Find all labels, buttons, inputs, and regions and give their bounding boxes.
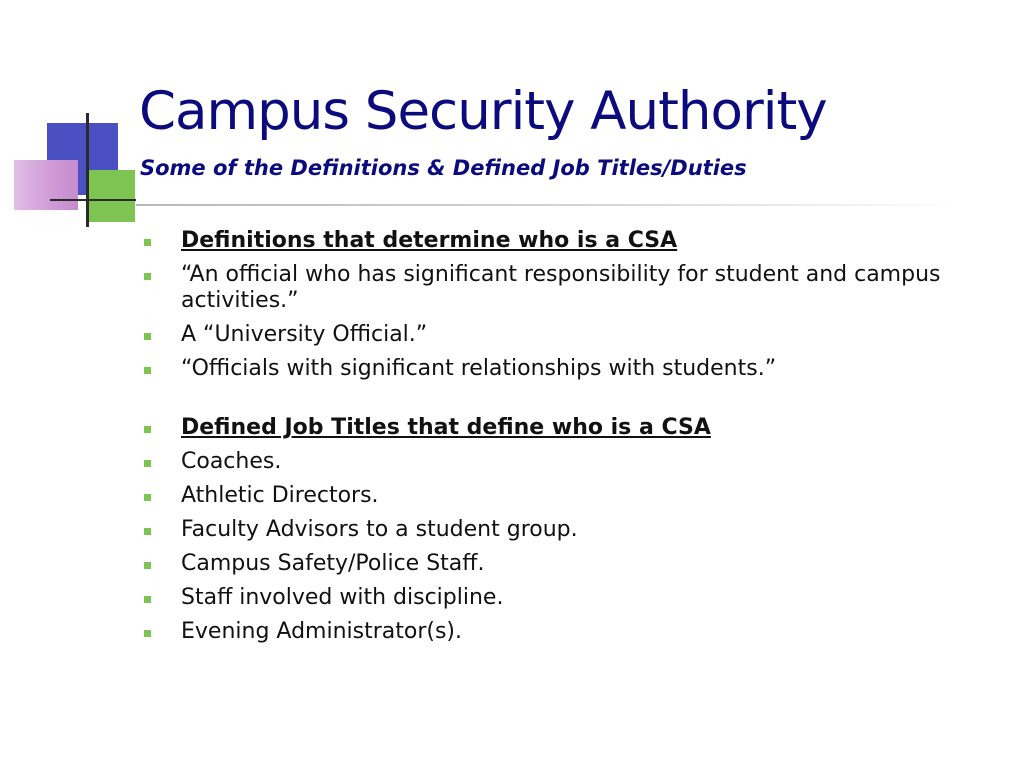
- slide-subtitle: Some of the Definitions & Defined Job Titles/Duties: [140, 156, 747, 180]
- bullet-marker-icon: [144, 562, 151, 569]
- list-item: [142, 517, 962, 543]
- bullet-marker-icon: [144, 596, 151, 603]
- list-item: [142, 322, 962, 348]
- list-item-text: Athletic Directors.: [181, 483, 379, 508]
- section-heading-text: Defined Job Titles that define who is a CSA: [181, 415, 711, 440]
- title-separator-line: [136, 204, 966, 206]
- bullet-marker-icon: [144, 494, 151, 501]
- bullet-marker-icon: [144, 528, 151, 535]
- bullet-list: [142, 228, 962, 653]
- list-item-text: “An official who has significant responsibility for student and campus activities.”: [181, 262, 941, 313]
- section-spacer: [142, 390, 962, 415]
- list-item-text: Staff involved with discipline.: [181, 585, 504, 610]
- list-item-text: A “University Official.”: [181, 322, 428, 347]
- bullet-marker-icon: [144, 239, 151, 246]
- decorative-horizontal-line: [50, 199, 136, 201]
- bullet-marker-icon: [144, 367, 151, 374]
- section-heading-text: Definitions that determine who is a CSA: [181, 228, 678, 253]
- list-item: [142, 619, 962, 645]
- list-item-text: Campus Safety/Police Staff.: [181, 551, 485, 576]
- list-item: [142, 483, 962, 509]
- decorative-pink-square: [14, 160, 78, 210]
- section-heading-definitions: [142, 228, 962, 254]
- bullet-marker-icon: [144, 460, 151, 467]
- bullet-marker-icon: [144, 273, 151, 280]
- bullet-marker-icon: [144, 630, 151, 637]
- bullet-marker-icon: [144, 333, 151, 340]
- list-item-text: Coaches.: [181, 449, 282, 474]
- list-item: [142, 585, 962, 611]
- decorative-green-square: [88, 170, 135, 222]
- list-item-text: “Officials with significant relationships with students.”: [181, 356, 777, 381]
- list-item: [142, 356, 962, 382]
- bullet-marker-icon: [144, 426, 151, 433]
- list-item: [142, 449, 962, 475]
- list-item: [142, 551, 962, 577]
- list-item-text: Faculty Advisors to a student group.: [181, 517, 578, 542]
- section-heading-job-titles: [142, 415, 962, 441]
- decorative-vertical-line: [86, 113, 89, 227]
- list-item-text: Evening Administrator(s).: [181, 619, 463, 644]
- list-item: [142, 262, 962, 314]
- slide-title: Campus Security Authority: [139, 81, 827, 142]
